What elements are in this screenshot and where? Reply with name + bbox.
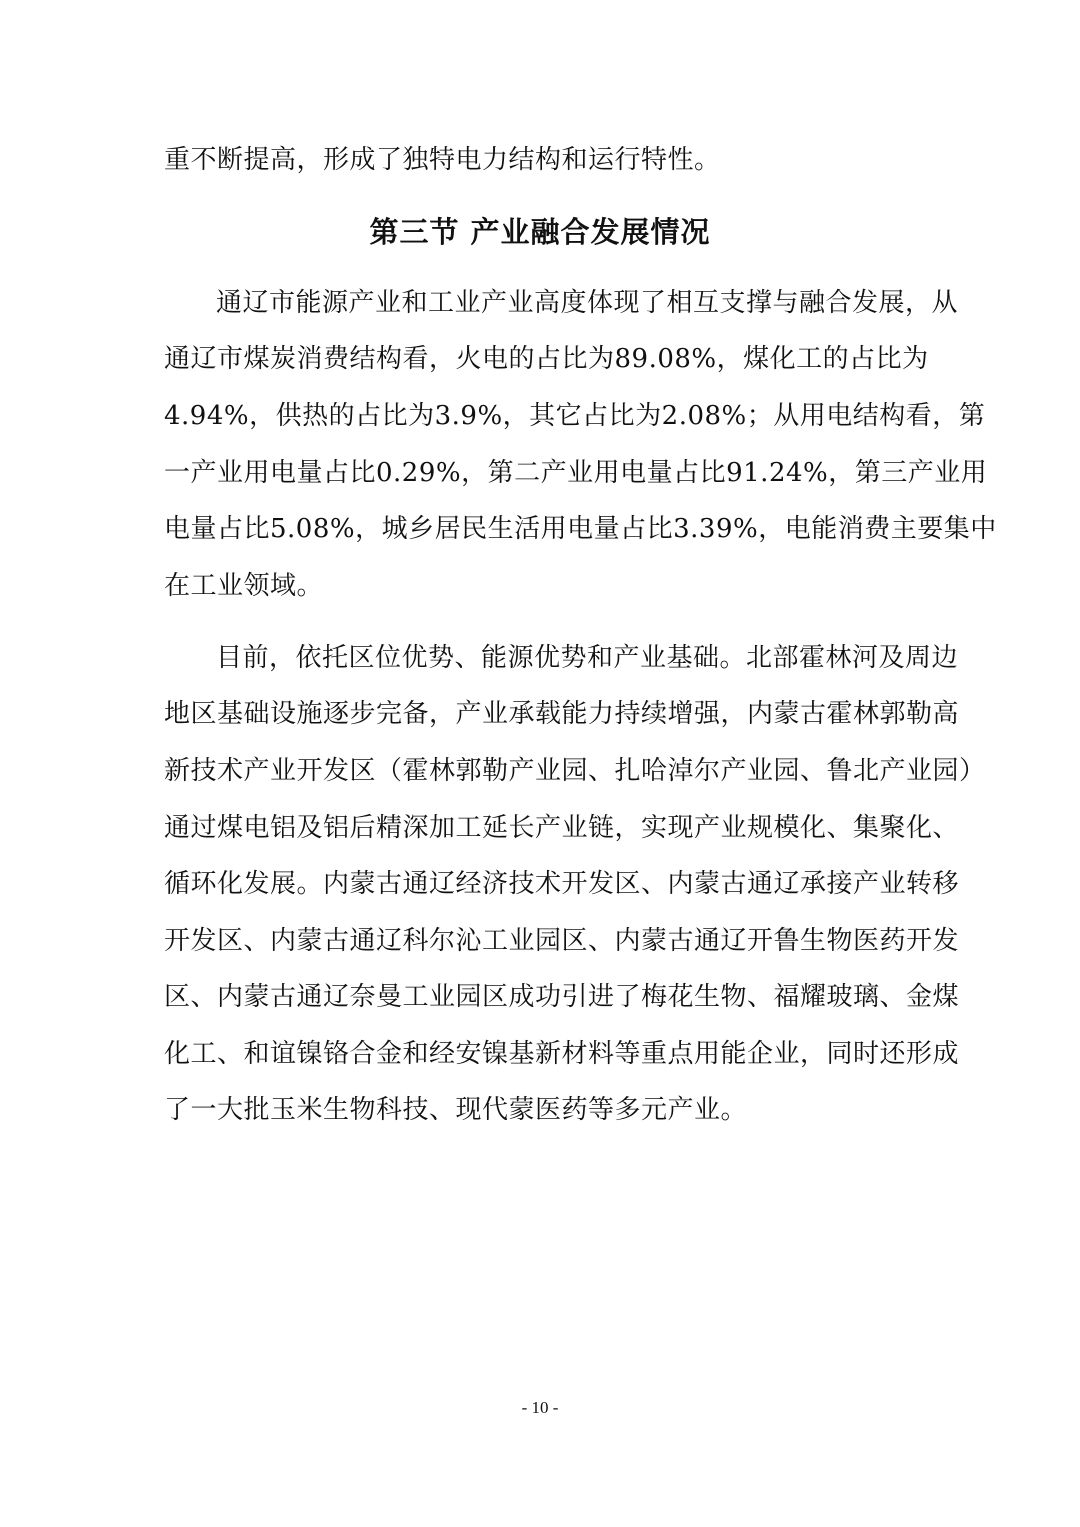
section-heading: 第三节 产业融合发展情况 xyxy=(369,215,711,249)
paragraph-line: 区、内蒙古通辽奈曼工业园区成功引进了梅花生物、福耀玻璃、金煤 xyxy=(164,982,960,1012)
paragraph-line: 了一大批玉米生物科技、现代蒙医药等多元产业。 xyxy=(164,1095,748,1125)
paragraph-line: 地区基础设施逐步完备，产业承载能力持续增强，内蒙古霍林郭勒高 xyxy=(164,699,960,729)
page-number: - 10 - xyxy=(521,1398,559,1417)
paragraph-line: 在工业领域。 xyxy=(164,571,324,601)
paragraph-line: 新技术产业开发区（霍林郭勒产业园、扎哈淖尔产业园、鲁北产业园） xyxy=(164,756,986,786)
paragraph-line: 开发区、内蒙古通辽科尔沁工业园区、内蒙古通辽开鲁生物医药开发 xyxy=(164,926,960,956)
paragraph-line: 通过煤电铝及铝后精深加工延长产业链，实现产业规模化、集聚化、 xyxy=(164,813,960,843)
paragraph-line: 化工、和谊镍铬合金和经安镍基新材料等重点用能企业，同时还形成 xyxy=(164,1039,960,1069)
paragraph-line: 4.94%，供热的占比为3.9%，其它占比为2.08%；从用电结构看，第 xyxy=(164,401,986,431)
paragraph-line: 一产业用电量占比0.29%，第二产业用电量占比91.24%，第三产业用 xyxy=(164,458,988,488)
paragraph-line: 电量占比5.08%，城乡居民生活用电量占比3.39%，电能消费主要集中 xyxy=(164,514,997,544)
paragraph-line: 循环化发展。内蒙古通辽经济技术开发区、内蒙古通辽承接产业转移 xyxy=(164,869,960,899)
paragraph-line: 通辽市能源产业和工业产业高度体现了相互支撑与融合发展，从 xyxy=(216,288,959,318)
paragraph-line: 目前，依托区位优势、能源优势和产业基础。北部霍林河及周边 xyxy=(216,643,959,673)
paragraph-line: 通辽市煤炭消费结构看，火电的占比为89.08%，煤化工的占比为 xyxy=(164,344,929,374)
continuation-line: 重不断提高，形成了独特电力结构和运行特性。 xyxy=(164,145,721,175)
